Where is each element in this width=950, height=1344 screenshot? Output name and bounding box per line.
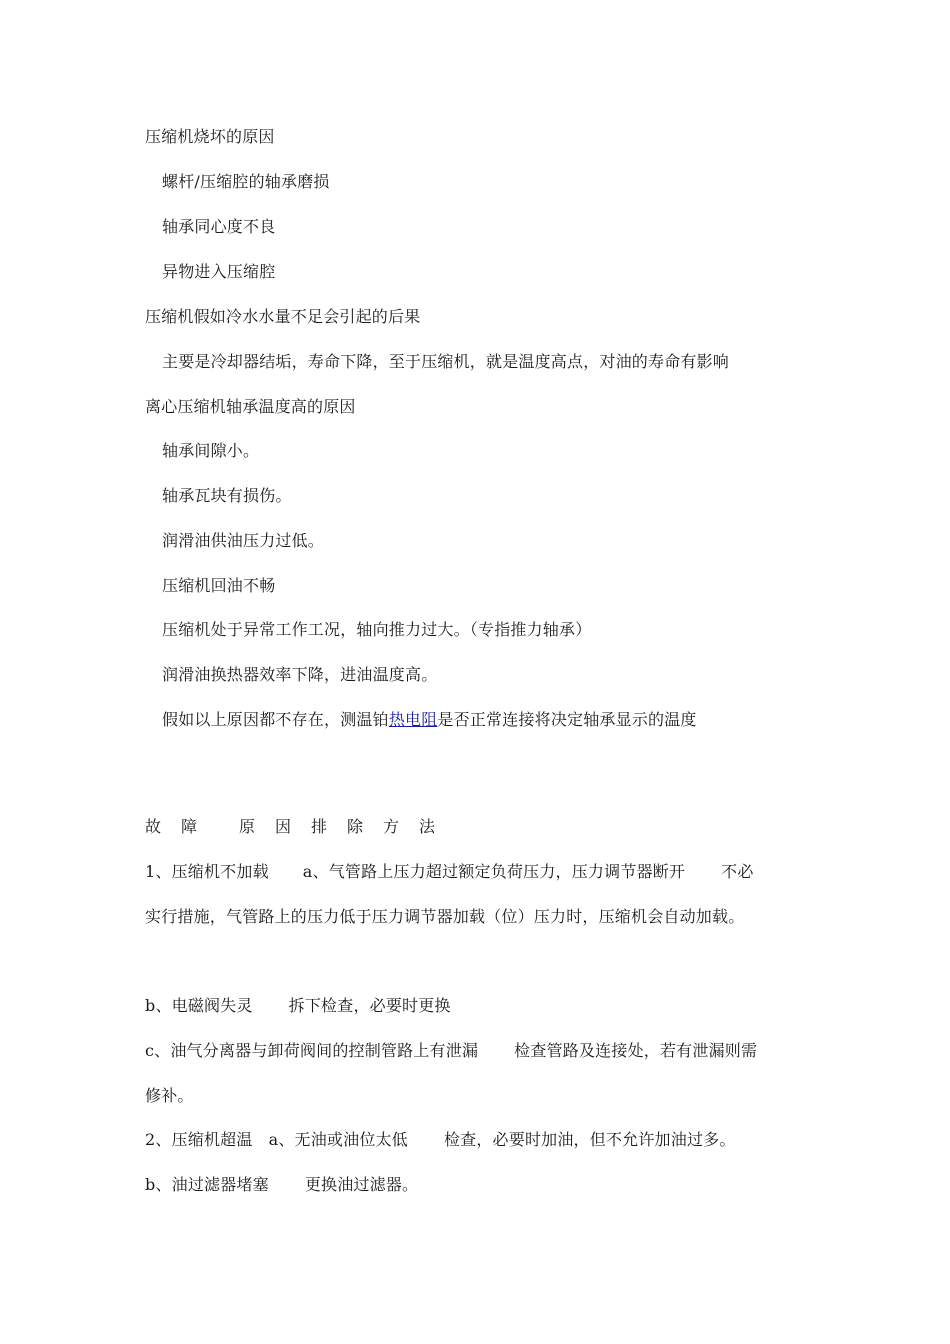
- table-row: [145, 861, 754, 883]
- fault-text: 1、压缩机不加载: [145, 862, 269, 881]
- list-item: [162, 709, 697, 731]
- section-heading-compressor-burnout: 压缩机烧坏的原因: [145, 127, 275, 146]
- cause-text: c、油气分离器与卸荷阀间的控制管路上有泄漏: [145, 1041, 479, 1060]
- table-row: [145, 1129, 736, 1151]
- cause-text: b、电磁阀失灵: [145, 996, 253, 1015]
- list-item: 压缩机处于异常工作工况，轴向推力过大。（专指推力轴承）: [162, 620, 592, 639]
- remedy-text: 检查，必要时加油，但不允许加油过多。: [443, 1130, 736, 1149]
- list-item: 压缩机回油不畅: [162, 576, 276, 595]
- section-heading-bearing-temperature: 离心压缩机轴承温度高的原因: [145, 397, 356, 416]
- list-item-text: 是否正常连接将决定轴承显示的温度: [437, 710, 697, 729]
- list-item: 轴承间隙小。: [162, 441, 260, 460]
- table-row: [145, 1040, 757, 1062]
- cause-text: b、油过滤器堵塞: [145, 1175, 269, 1194]
- remedy-text: 拆下检查，必要时更换: [288, 996, 451, 1015]
- cause-text: a、无油或油位太低: [268, 1130, 408, 1149]
- remedy-text: 检查管路及连接处，若有泄漏则需: [514, 1041, 758, 1060]
- table-header: [145, 816, 437, 838]
- list-item: 轴承瓦块有损伤。: [162, 486, 292, 505]
- section-heading-cooling-water: 压缩机假如冷水水量不足会引起的后果: [145, 307, 421, 326]
- list-item: 轴承同心度不良: [162, 217, 276, 236]
- list-item: 主要是冷却器结垢，寿命下降，至于压缩机，就是温度高点，对油的寿命有影响: [162, 352, 730, 371]
- table-row-continuation: 修补。: [145, 1086, 194, 1105]
- table-row-continuation: 实行措施，气管路上的压力低于压力调节器加载（位）压力时，压缩机会自动加载。: [145, 907, 745, 926]
- remedy-text: 不必: [721, 862, 754, 881]
- list-item: 异物进入压缩腔: [162, 262, 276, 281]
- list-item: 润滑油供油压力过低。: [162, 531, 325, 550]
- table-row: [145, 995, 451, 1017]
- thermal-resistor-link[interactable]: 热电阻: [388, 710, 438, 729]
- header-cause-method: 原 因 排 除 方 法: [239, 817, 438, 836]
- table-row: [145, 1174, 418, 1196]
- list-item: 润滑油换热器效率下降，进油温度高。: [162, 665, 438, 684]
- list-item-text: 假如以上原因都不存在，测温铂: [162, 710, 389, 729]
- list-item: 螺杆/压缩腔的轴承磨损: [162, 172, 330, 191]
- cause-text: a、气管路上压力超过额定负荷压力，压力调节器断开: [302, 862, 686, 881]
- header-fault: 故 障: [145, 817, 200, 836]
- fault-text: 2、压缩机超温: [145, 1130, 253, 1149]
- remedy-text: 更换油过滤器。: [304, 1175, 419, 1194]
